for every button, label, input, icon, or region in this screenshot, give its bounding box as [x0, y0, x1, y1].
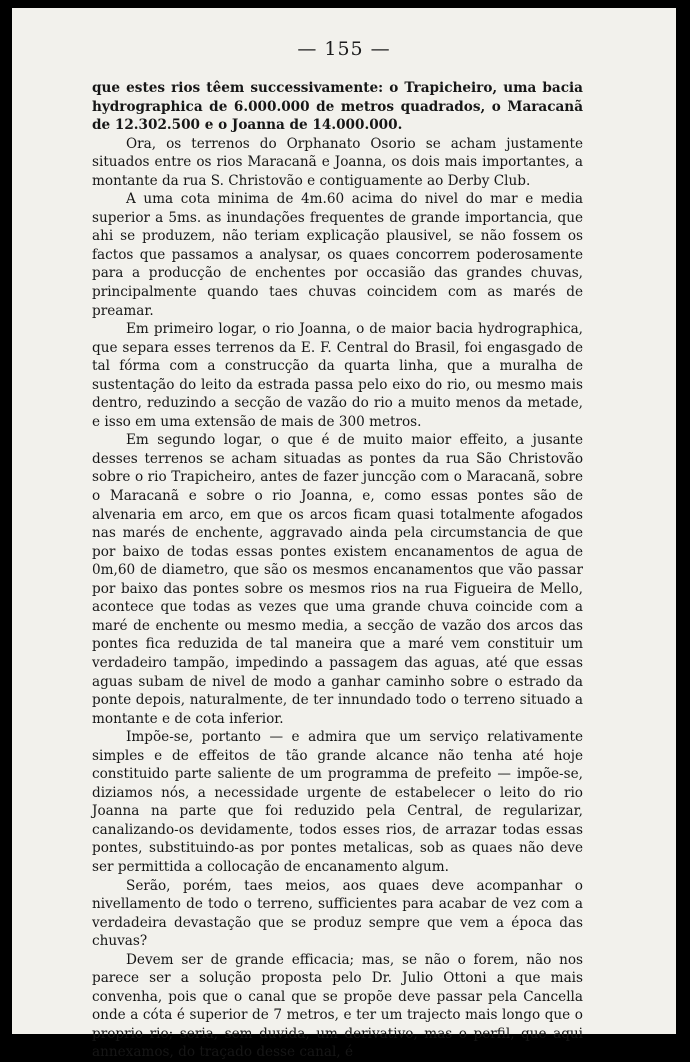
paragraph-4: Em primeiro logar, o rio Joanna, o de maior bacia hydrographica, que separa esses terrenos da E. F. Central do Brasil, foi engasgado de tal fórma com a construcção da quarta linha, que a muralha de sustentação do leito da estrada passa pelo eixo do rio, ou mesmo mais dentro, reduzindo a secção de vazão do rio a muito menos da metade, e isso em uma extensão de mais de 300 metros. [92, 321, 583, 430]
paragraph-8: Devem ser de grande efficacia; mas, se não o forem, não nos parece ser a solução proposta pelo Dr. Julio Ottoni a que mais convenha, pois que o canal que se propõe deve passar pela Cancella onde a cóta é superior de 7 metros, e ter um trajecto mais longo que o proprio rio; seria, sem duvida, um derivativo, mas o perfil, que aqui annexamos, do traçado desse canal, é [92, 951, 583, 1061]
paragraph-1: que estes rios têem successivamente: o Trapicheiro, uma bacia hydrographica de 6.000.000 de metros quadrados, o Maracanã de 12.302.500 e o Joanna de 14.000.000. [92, 80, 583, 134]
document-page [12, 8, 676, 1061]
paragraph-7: Serão, porém, taes meios, aos quaes deve acompanhar o nivellamento de todo o terreno, sufficientes para acabar de vez com a verdadeira devastação que se produz sempre que vem a época das chuvas? [92, 877, 583, 950]
paragraph-2: Ora, os terrenos do Orphanato Osorio se acham justamente situados entre os rios Maracanã e Joanna, os dois mais importantes, a montante da rua S. Christovão e contiguamente ao Derby Club. [92, 135, 583, 189]
paragraph-3: A uma cota minima de 4m.60 acima do nivel do mar e media superior a 5ms. as inundações frequentes de grande importancia, que ahi se produzem, não teriam explicação plausivel, se não fossem os factos que passamos a analysar, os quaes concorrem poderosamente para a producção de enchentes por occasião das grandes chuvas, principalmente quando taes chuvas coincidem com as marés de preamar. [92, 191, 583, 319]
paragraph-6: Impõe-se, portanto — e admira que um serviço relativamente simples e de effeitos de tão grande alcance não tenha até hoje constituido parte saliente de um programma de prefeito — impõe-se, diziamos nós, a necessidade urgente de estabelecer o leito do rio Joanna na parte que foi reduzido pela Central, de regularizar, canalizando-os devidamente, todos esses rios, de arrazar todas essas pontes, substituindo-as por pontes metalicas, sob as quaes não deve ser permittida a collocação de encanamento algum. [92, 729, 583, 875]
paragraph-5: Em segundo logar, o que é de muito maior effeito, a jusante desses terrenos se acham situadas as pontes da rua São Christovão sobre o rio Trapicheiro, antes de fazer juncção com o Maracanã, sobre o Maracanã e sobre o rio Joanna, e, como essas pontes são de alvenaria em arco, em que os arcos ficam quasi totalmente afogados nas marés de enchente, aggravado ainda pela circumstancia de que por baixo de todas essas pontes existem encanamentos de agua de 0m,60 de diametro, que são os mesmos encanamentos que vão passar por baixo das pontes sobre os mesmos rios na rua Figueira de Mello, acontece que todas as vezes que uma grande chuva coincide com a maré de enchente ou mesmo media, a secção de vazão dos arcos das pontes fica reduzida de tal maneira que a maré vem constituir um verdadeiro tampão, impedindo a passagem das aguas, até que essas aguas subam de nivel de modo a ganhar caminho sobre o estrado da ponte depois, naturalmente, de ter innundado todo o terreno situado a montante e de cota inferior. [92, 432, 583, 727]
page-number: — 155 — [297, 38, 391, 60]
body-text [92, 79, 583, 1062]
